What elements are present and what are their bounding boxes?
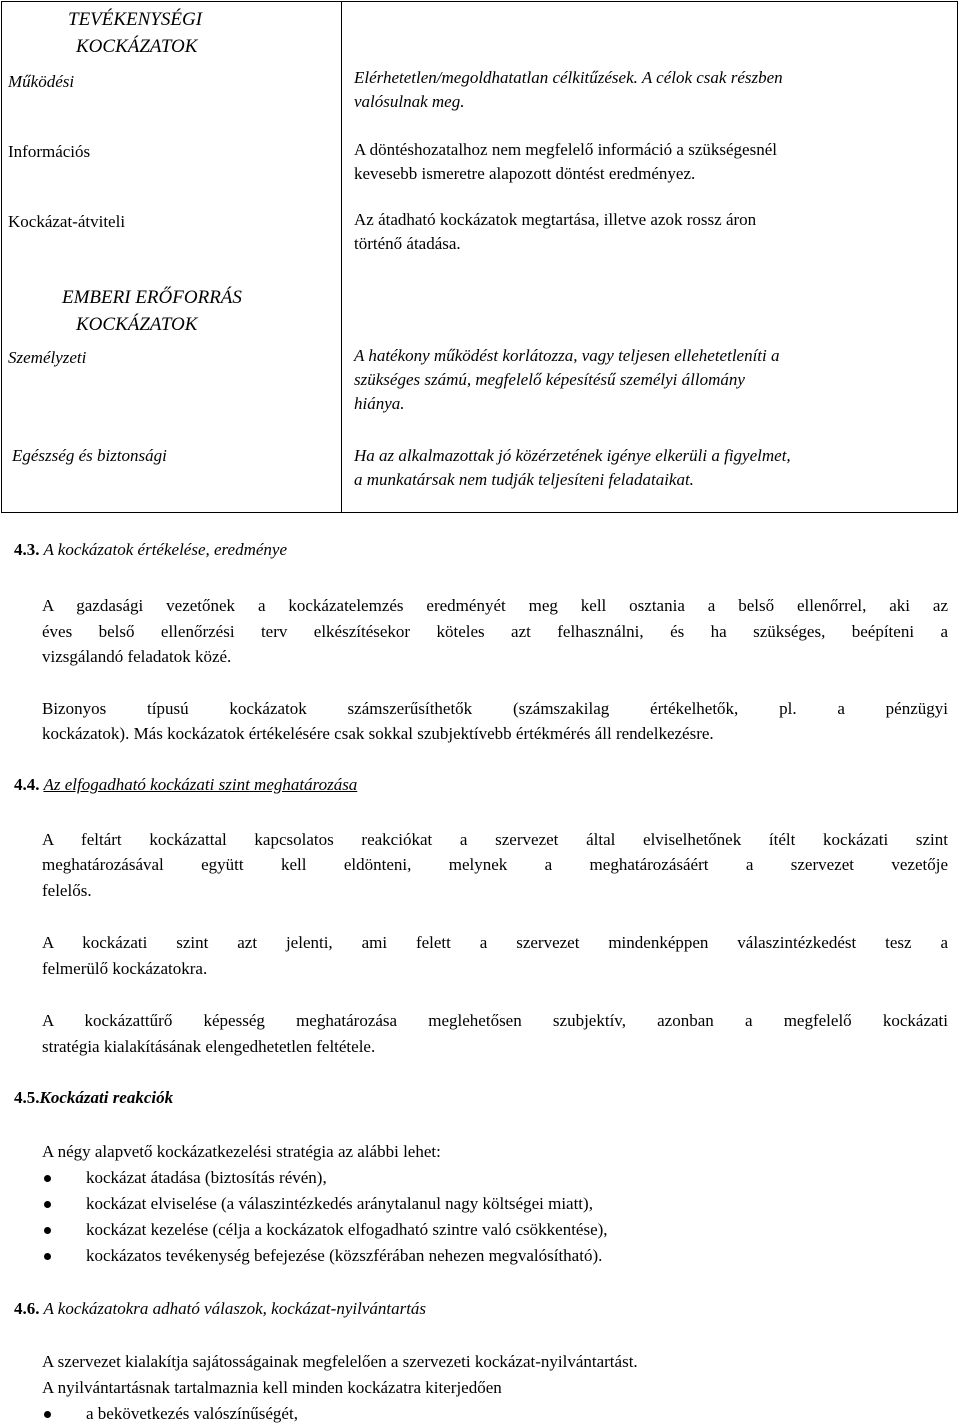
risk-table xyxy=(1,1,958,513)
s44-p3-line2: stratégia kialakításának elengedhetetlen feltétele. xyxy=(42,1037,376,1056)
desc-informacios: A döntéshozatalhoz nem megfelelő információ a szükségesnél kevesebb ismeretre alapozott döntést eredményez. xyxy=(354,140,777,183)
desc-kockazat-atviteli: Az átadható kockázatok megtartása, illetve azok rossz áron történő átadása. xyxy=(354,210,757,253)
s43-p1-line1: A gazdasági vezetőnek a kockázatelemzés eredményét meg kell osztania a belső ellenőrrel, aki az xyxy=(42,596,948,615)
risk-category-column xyxy=(2,2,342,513)
desc-egeszseg: Ha az alkalmazottak jó közérzetének igénye elkerüli a figyelmet, a munkatársak nem tudják teljesíteni feladataikat. xyxy=(354,446,791,489)
desc-mukodesi: Elérhetetlen/megoldhatatlan célkitűzések. A célok csak részben valósulnak meg. xyxy=(354,68,783,111)
s43-p1-line2: éves belső ellenőrzési terv elkészítésekor köteles azt felhasználni, és ha szükséges, beépíteni a xyxy=(42,622,948,641)
s45-intro: A négy alapvető kockázatkezelési stratégia az alábbi lehet: xyxy=(42,1142,441,1161)
s46-p1: A szervezet kialakítja sajátosságainak megfelelően a szervezeti kockázat-nyilvántartást. xyxy=(42,1352,638,1371)
s43-p2-line1: Bizonyos típusú kockázatok számszerűsíthetők (számszakilag értékelhetők, pl. a pénzügyi xyxy=(42,699,948,718)
section-4-4-heading: 4.4. Az elfogadható kockázati szint meghatározása xyxy=(14,775,358,794)
hr-risks-heading: EMBERI ERŐFORRÁS KOCKÁZATOK xyxy=(62,287,242,335)
s44-p1-line2: meghatározásával együtt kell eldönteni, melynek a meghatározásáért a szervezet vezetője xyxy=(42,855,948,874)
s44-p1-line3: felelős. xyxy=(42,881,92,900)
s44-p3-line1: A kockázattűrő képesség meghatározása meglehetősen szubjektív, azonban a megfelelő kockázati xyxy=(42,1011,948,1030)
s44-p1-line1: A feltárt kockázattal kapcsolatos reakciókat a szervezet által elviselhetőnek ítélt kockázati szint xyxy=(42,830,948,849)
s44-p2-line2: felmerülő kockázatokra. xyxy=(42,959,208,978)
bullet-icon xyxy=(44,1411,51,1418)
section-4-3-heading: 4.3. A kockázatok értékelése, eredménye xyxy=(14,540,287,559)
activity-risks-heading: TEVÉKENYSÉGI KOCKÁZATOK xyxy=(68,9,203,57)
risk-description-column xyxy=(342,2,958,513)
bullet-icon xyxy=(44,1253,51,1260)
s43-p2-line2: kockázatok). Más kockázatok értékelésére csak sokkal szubjektívebb értékmérés áll rendelkezésre. xyxy=(42,724,714,743)
row-label-egeszseg: Egészség és biztonsági xyxy=(12,446,167,465)
bullet-icon xyxy=(44,1175,51,1182)
bullet-icon xyxy=(44,1227,51,1234)
s46-p2: A nyilvántartásnak tartalmaznia kell minden kockázatra kiterjedően xyxy=(42,1378,502,1397)
section-4-5-heading: 4.5.Kockázati reakciók xyxy=(14,1088,174,1107)
row-label-kockazat-atviteli: Kockázat-átviteli xyxy=(8,212,126,231)
s43-p1-line3: vizsgálandó feladatok közé. xyxy=(42,647,232,666)
row-label-szemelyzeti: Személyzeti xyxy=(8,348,87,367)
bullet-icon xyxy=(44,1201,51,1208)
row-label-informacios: Információs xyxy=(8,142,91,161)
section-4-6-heading: 4.6. A kockázatokra adható válaszok, kockázat-nyilvántartás xyxy=(14,1299,427,1318)
s44-p2-line1: A kockázati szint azt jelenti, ami felett a szervezet mindenképpen válaszintézkedést tesz a xyxy=(42,933,948,952)
desc-szemelyzeti: A hatékony működést korlátozza, vagy teljesen ellehetetleníti a szükséges számú, megfelelő képesítésű személyi állomány hiánya. xyxy=(354,346,780,413)
row-label-mukodesi: Működési xyxy=(8,72,75,91)
